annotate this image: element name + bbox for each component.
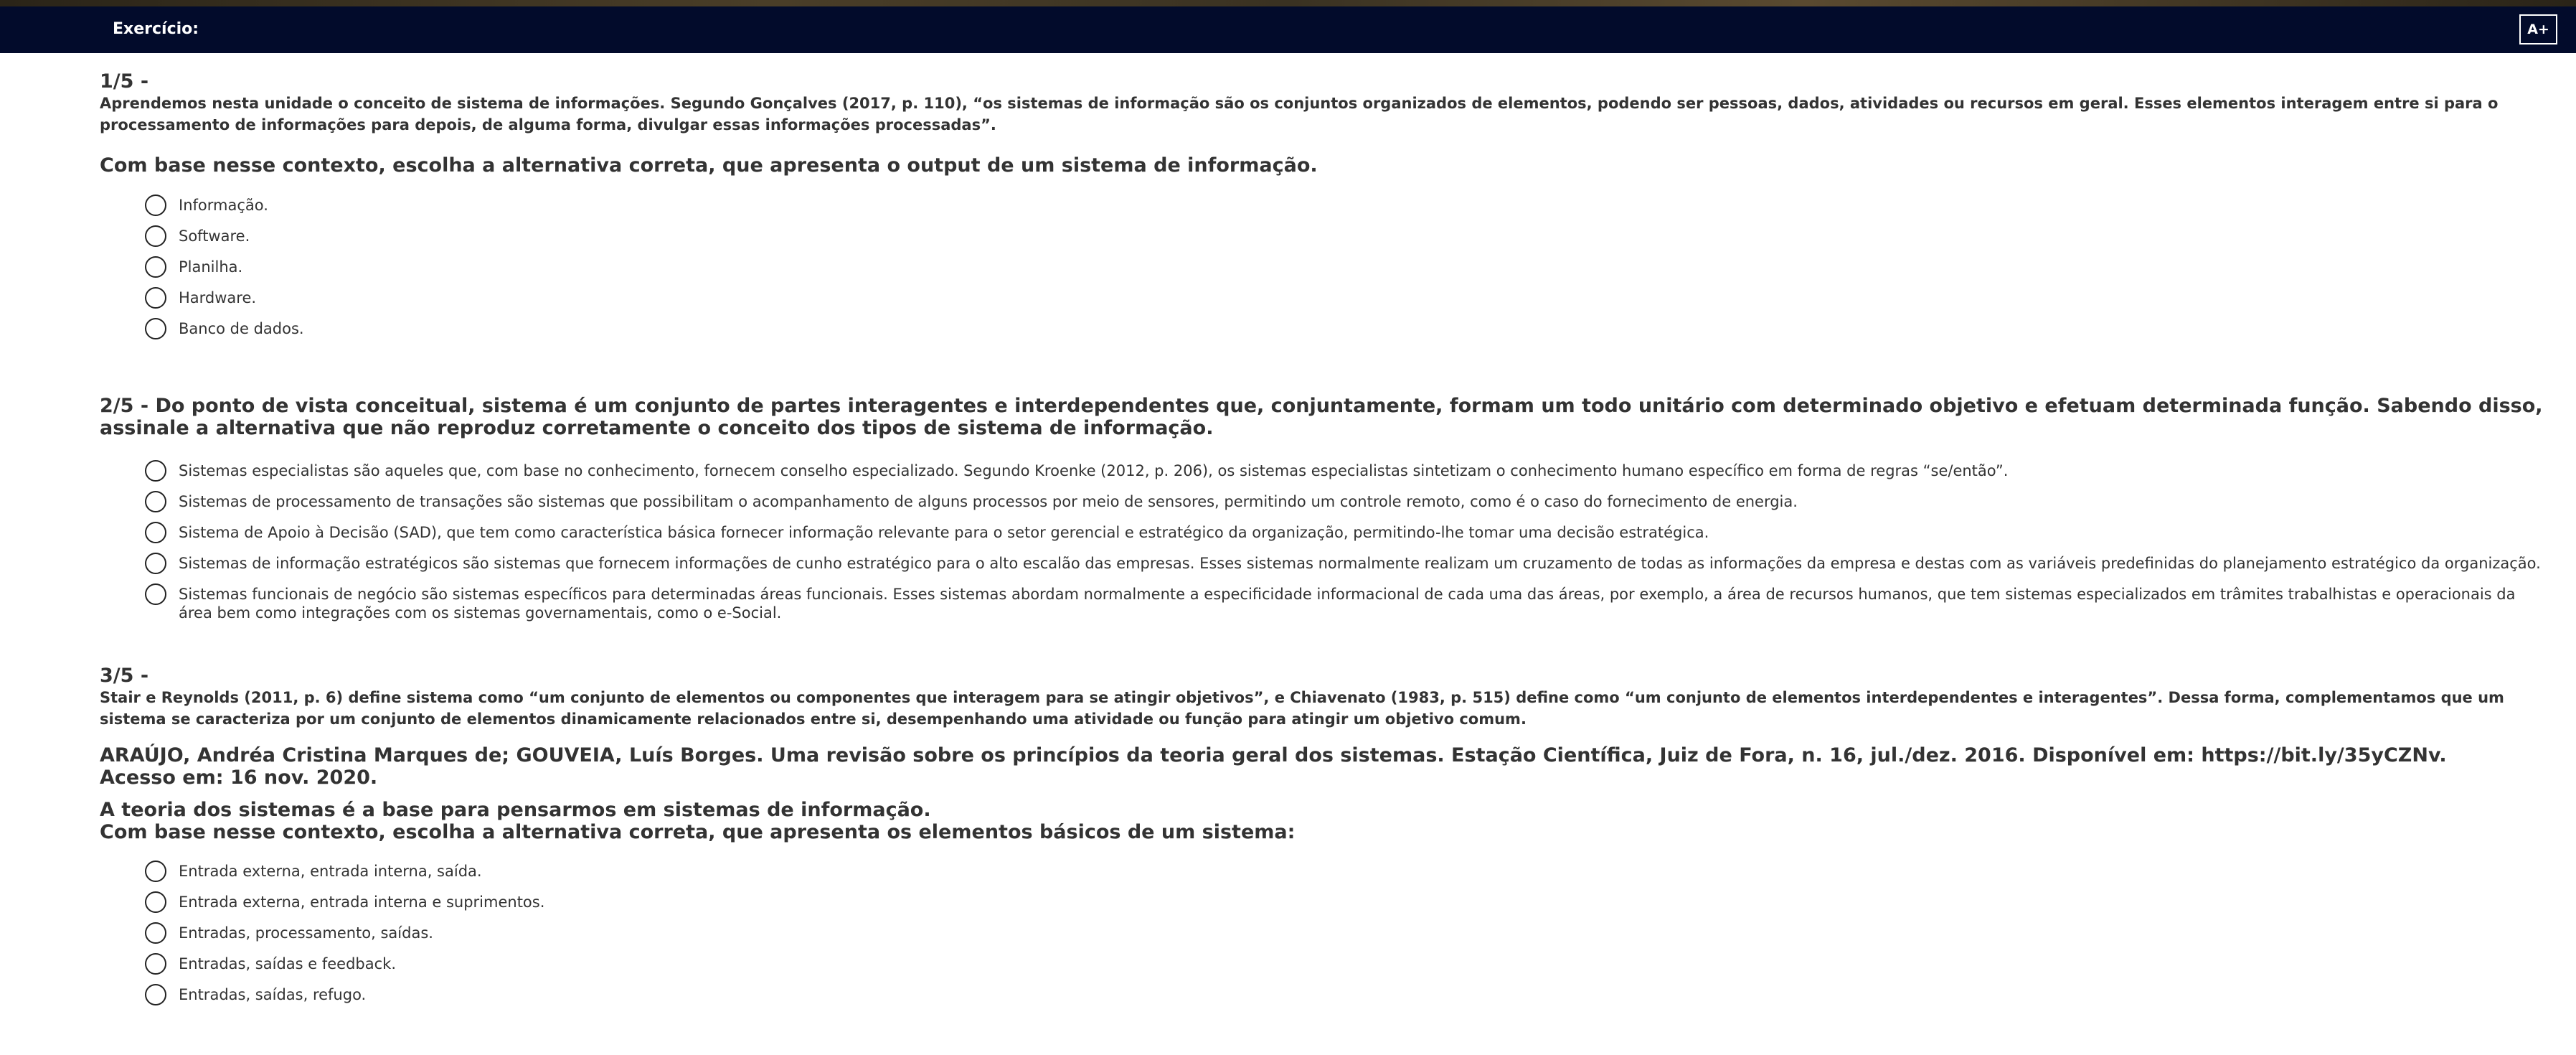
- exercise-header: [0, 6, 2576, 53]
- question-statement: Aprendemos nesta unidade o conceito de sistema de informações. Segundo Gonçalves (2017, p. 110), “os sistemas de informação são os conjuntos organizados de elementos, podendo ser pessoas, dados, atividades ou recursos em geral. Esses elementos interagem entre si para o processamento de informações para depois, de alguma forma, divulgar essas informações processadas”.: [100, 95, 2499, 133]
- option-1[interactable]: [145, 193, 2553, 224]
- option-label: Entradas, processamento, saídas.: [179, 924, 433, 942]
- radio-button[interactable]: [145, 891, 166, 913]
- option-label: Informação.: [179, 197, 268, 214]
- option-label: Entradas, saídas e feedback.: [179, 955, 397, 972]
- option-label: Software.: [179, 228, 250, 245]
- option-label: Hardware.: [179, 289, 257, 306]
- option-3[interactable]: [145, 921, 2553, 952]
- radio-button[interactable]: [145, 583, 166, 605]
- option-label: Entrada externa, entrada interna e suprimentos.: [179, 894, 545, 911]
- radio-button[interactable]: [145, 491, 166, 512]
- option-label: Banco de dados.: [179, 320, 304, 337]
- question-3: [100, 665, 2553, 1013]
- option-label: Sistemas de informação estratégicos são sistemas que fornecem informações de cunho estratégico para o alto escalão das empresas. Esses sistemas normalmente realizam um cruzamento de todas as informações da empresa e destas com as variáveis predefinidas do planejamento estratégico da organização.: [179, 555, 2541, 572]
- radio-button[interactable]: [145, 953, 166, 975]
- option-3[interactable]: [145, 520, 2553, 551]
- radio-button[interactable]: [145, 194, 166, 216]
- question-1: [100, 70, 2553, 347]
- options-list: [145, 859, 2553, 1013]
- radio-button[interactable]: [145, 861, 166, 882]
- question-2: [100, 395, 2553, 622]
- option-4[interactable]: [145, 286, 2553, 316]
- radio-button[interactable]: [145, 225, 166, 247]
- option-label: Sistemas funcionais de negócio são sistemas específicos para determinadas áreas funcionais. Esses sistemas abordam normalmente a especificidade informacional de cada uma das áreas, por exemplo, a área de recursos humanos, que tem sistemas especializados em trâmites trabalhistas e operacionais da área bem como integrações com os sistemas governamentais, como o e-Social.: [179, 586, 2516, 622]
- option-5[interactable]: [145, 316, 2553, 347]
- option-5[interactable]: [145, 582, 2553, 622]
- reference-line-2: Acesso em: 16 nov. 2020.: [100, 766, 378, 789]
- prompt-line-1: A teoria dos sistemas é a base para pensarmos em sistemas de informação.: [100, 799, 931, 821]
- option-2[interactable]: [145, 890, 2553, 921]
- option-label: Entradas, saídas, refugo.: [179, 986, 367, 1003]
- option-4[interactable]: [145, 551, 2553, 582]
- radio-button[interactable]: [145, 984, 166, 1005]
- option-4[interactable]: [145, 952, 2553, 983]
- question-prompt: 2/5 - Do ponto de vista conceitual, sistema é um conjunto de partes interagentes e interdependentes que, conjuntamente, formam um todo unitário com determinado objetivo e efetuam determinada função. Sabendo disso, assinale a alternativa que não reproduz corretamente o conceito dos tipos de sistema de informação.: [100, 395, 2543, 439]
- prompt-line-2: Com base nesse contexto, escolha a alternativa correta, que apresenta os elementos básicos de um sistema:: [100, 821, 1296, 843]
- options-list: [145, 193, 2553, 347]
- option-label: Sistemas de processamento de transações são sistemas que possibilitam o acompanhamento de alguns processos por meio de sensores, permitindo um controle remoto, como é o caso do fornecimento de energia.: [179, 493, 1798, 510]
- option-1[interactable]: [145, 859, 2553, 890]
- option-5[interactable]: [145, 983, 2553, 1013]
- radio-button[interactable]: [145, 318, 166, 339]
- option-label: Planilha.: [179, 258, 243, 276]
- option-3[interactable]: [145, 255, 2553, 286]
- radio-button[interactable]: [145, 922, 166, 944]
- option-2[interactable]: [145, 489, 2553, 520]
- radio-button[interactable]: [145, 287, 166, 309]
- question-prompt: Com base nesse contexto, escolha a alternativa correta, que apresenta o output de um sistema de informação.: [100, 154, 1318, 177]
- radio-button[interactable]: [145, 256, 166, 278]
- browser-top-strip: [0, 0, 2576, 6]
- question-number: 3/5 -: [100, 665, 149, 687]
- option-2[interactable]: [145, 224, 2553, 255]
- option-label: Entrada externa, entrada interna, saída.: [179, 863, 482, 880]
- question-number: 1/5 -: [100, 70, 149, 93]
- exercise-title: Exercício:: [113, 20, 199, 38]
- radio-button[interactable]: [145, 460, 166, 482]
- option-label: Sistema de Apoio à Decisão (SAD), que tem como característica básica fornecer informação relevante para o setor gerencial e estratégico da organização, permitindo-lhe tomar uma decisão estratégica.: [179, 524, 1709, 541]
- option-label: Sistemas especialistas são aqueles que, com base no conhecimento, fornecem conselho especializado. Segundo Kroenke (2012, p. 206), os sistemas especialistas sintetizam o conhecimento humano específico em forma de regras “se/então”.: [179, 462, 2009, 479]
- question-statement: Stair e Reynolds (2011, p. 6) define sistema como “um conjunto de elementos ou componentes que interagem para se atingir objetivos”, e Chiavenato (1983, p. 515) define como “um conjunto de elementos interdependentes e interagentes”. Dessa forma, complementamos que um sistema se caracteriza por um conjunto de elementos dinamicamente relacionados entre si, desempenhando uma atividade ou função para atingir um objetivo comum.: [100, 689, 2504, 728]
- radio-button[interactable]: [145, 553, 166, 574]
- reference-line-1: ARAÚJO, Andréa Cristina Marques de; GOUVEIA, Luís Borges. Uma revisão sobre os princípios da teoria geral dos sistemas. Estação Científica, Juiz de Fora, n. 16, jul./dez. 2016. Disponível em: https://bit.ly/35yCZNv.: [100, 744, 2447, 766]
- radio-button[interactable]: [145, 522, 166, 543]
- options-list: [145, 459, 2553, 622]
- option-1[interactable]: [145, 459, 2553, 489]
- font-size-increase-button[interactable]: A+: [2519, 14, 2557, 44]
